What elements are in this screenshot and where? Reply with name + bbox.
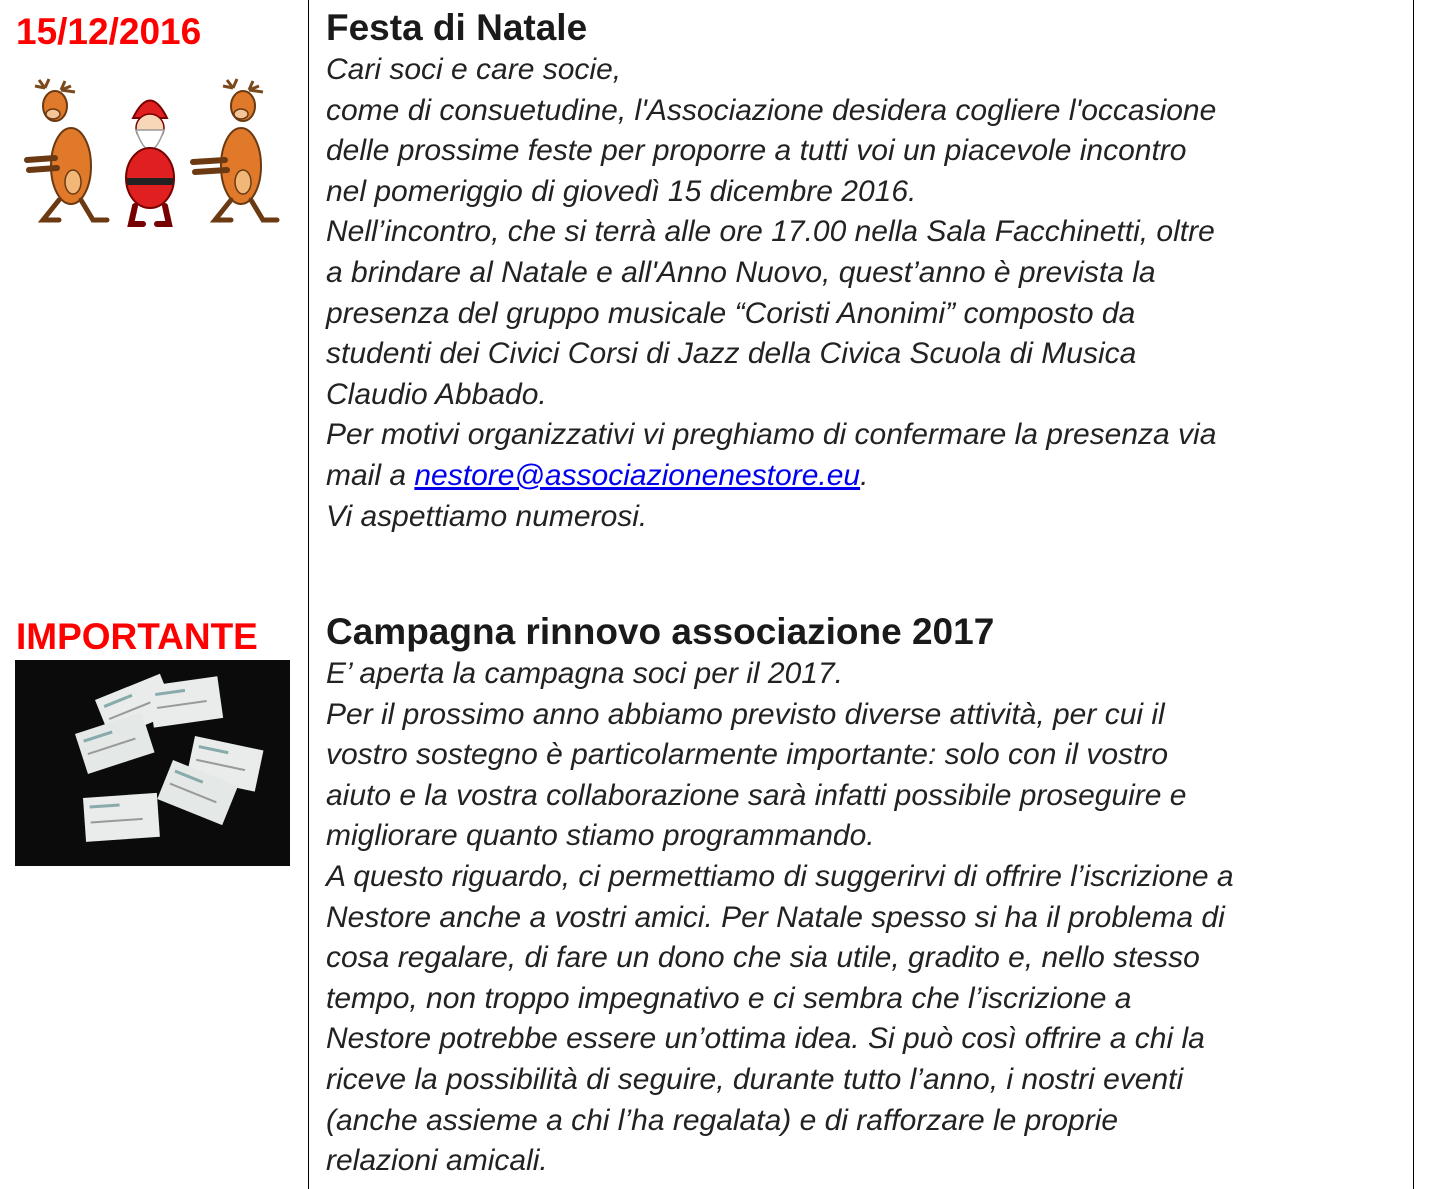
mail-prefix: mail a [326,458,415,492]
mail-suffix: . [860,458,869,492]
text-line: migliorare quanto stiamo programmando. [326,819,875,853]
text-line: Nestore potrebbe essere un’ottima idea. Si può così offrire a chi la [326,1022,1205,1056]
event-date: 15/12/2016 [16,11,202,52]
section-title: Festa di Natale [326,7,588,48]
card-shape [83,793,160,842]
text-line: aiuto e la vostra collaborazione sarà infatti possibile proseguire e [326,778,1187,812]
text-line: nel pomeriggio di giovedì 15 dicembre 2016. [326,174,917,208]
text-line: Nestore anche a vostri amici. Per Natale spesso si ha il problema di [326,900,1225,934]
santa-figure [126,101,174,225]
text-line: cosa regalare, di fare un dono che sia utile, gradito e, nello stesso [326,941,1200,975]
mail-line [326,456,1406,497]
text-line: riceve la possibilità di seguire, durante tutto l’anno, i nostri eventi [326,1062,1184,1096]
text-line: vostro sostegno è particolarmente importante: solo con il vostro [326,738,1169,772]
right-reindeer-figure [193,79,277,220]
reindeer-santa-illustration [15,78,285,234]
text-line: Cari soci e care socie, [326,53,622,86]
text-line: Claudio Abbado. [326,377,547,411]
event-section-campagna [326,610,1406,1182]
closing-line: Vi aspettiamo numerosi. [326,499,648,533]
table-divider-left [308,0,309,1189]
text-line: Per il prossimo anno abbiamo previsto diverse attività, per cui il [326,697,1165,731]
membership-cards-photo [15,660,290,866]
text-line: presenza del gruppo musicale “Coristi Anonimi” composto da [326,296,1136,330]
text-line: Nell’incontro, che si terrà alle ore 17.00 nella Sala Facchinetti, oltre [326,215,1215,249]
text-line: relazioni amicali. [326,1144,548,1178]
email-link[interactable]: nestore@associazionenestore.eu [414,458,861,492]
text-line: E’ aperta la campagna soci per il 2017. [326,657,843,690]
text-line: delle prossime feste per proporre a tutti voi un piacevole incontro [326,134,1187,168]
text-line: Per motivi organizzativi vi preghiamo di confermare la presenza via [326,418,1217,452]
left-reindeer-figure [27,79,107,220]
text-line: studenti dei Civici Corsi di Jazz della Civica Scuola di Musica [326,337,1137,371]
table-divider-right [1413,0,1414,1189]
text-line: a brindare al Natale e all'Anno Nuovo, quest’anno è prevista la [326,255,1156,289]
text-line: A questo riguardo, ci permettiamo di suggerirvi di offrire l’iscrizione a [326,859,1234,893]
section-title: Campagna rinnovo associazione 2017 [326,611,995,652]
important-label: IMPORTANTE [16,616,258,657]
text-line: (anche assieme a chi l’ha regalata) e di rafforzare le proprie [326,1103,1119,1137]
text-line: tempo, non troppo impegnativo e ci sembra che l’iscrizione a [326,981,1132,1015]
text-line: come di consuetudine, l'Associazione desidera cogliere l'occasione [326,93,1217,127]
event-section-festa [326,6,1406,537]
